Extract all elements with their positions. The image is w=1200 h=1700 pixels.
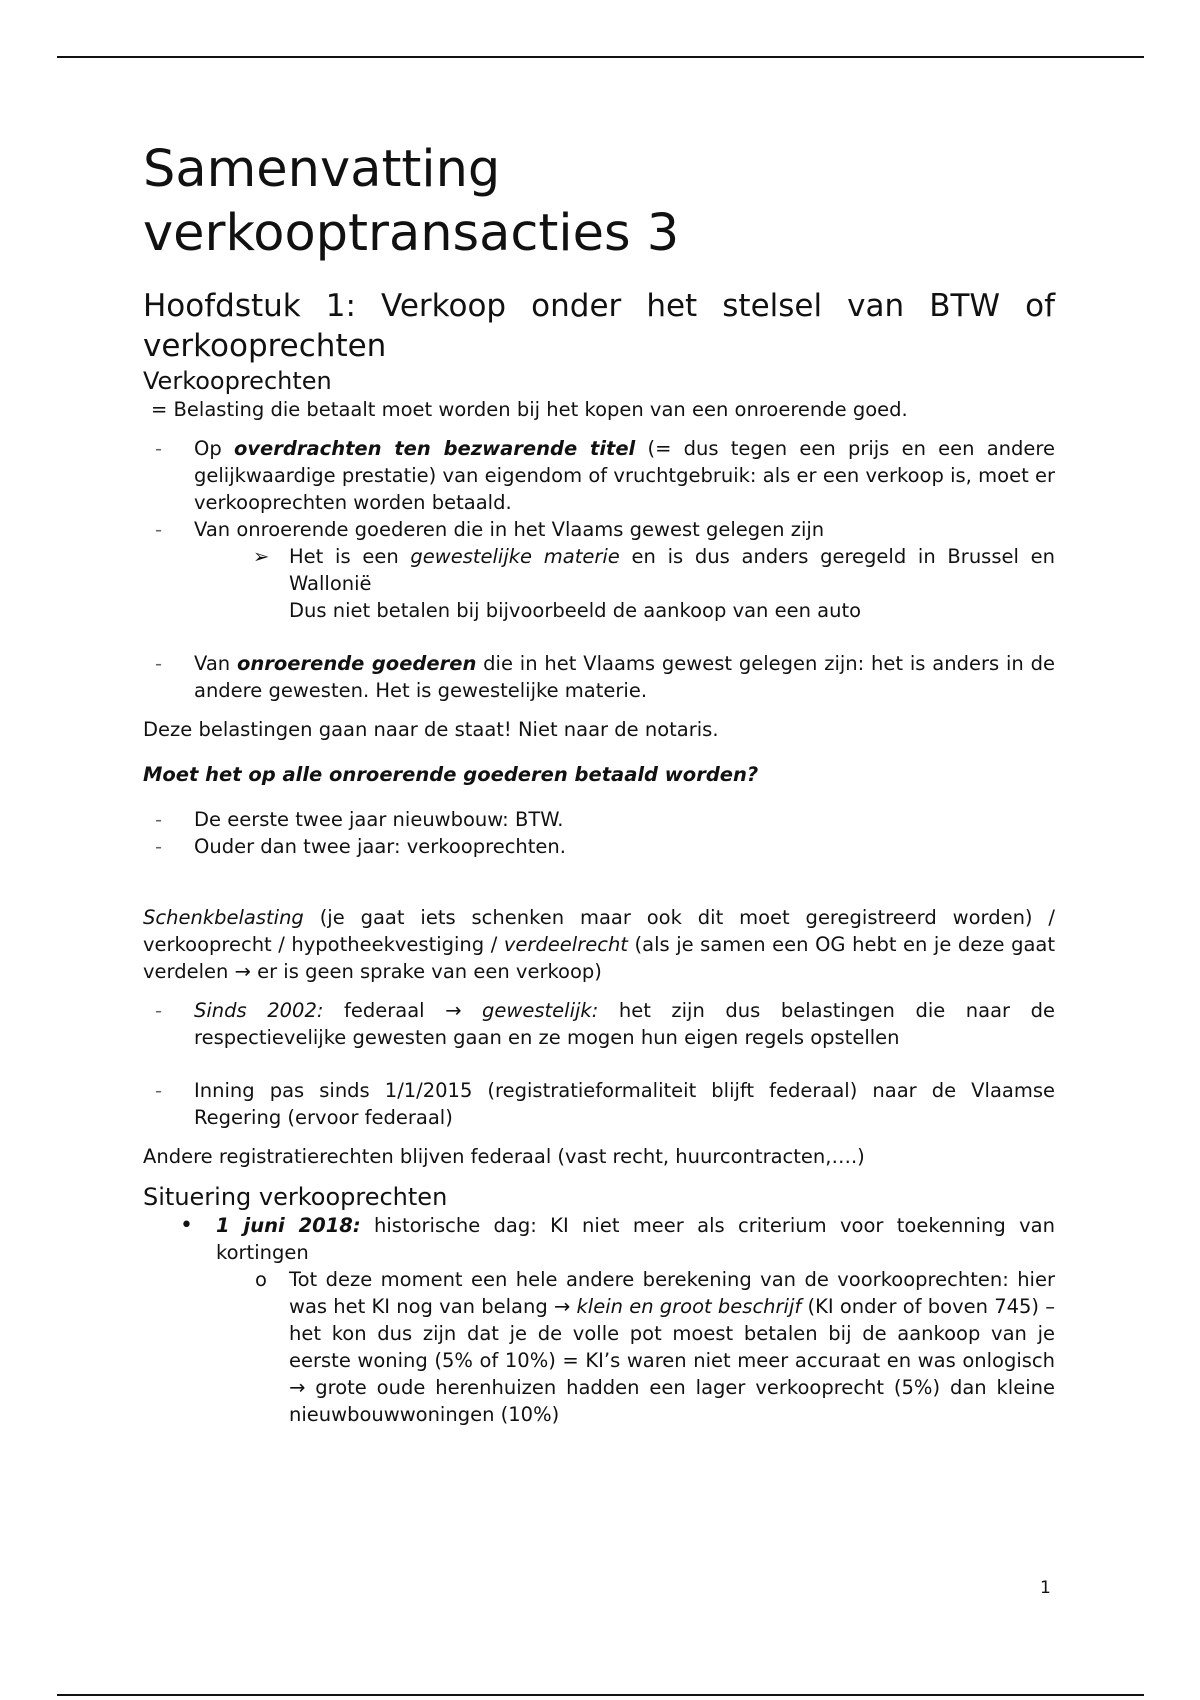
situering-list [143, 1212, 1055, 1266]
inning-list [143, 1077, 1055, 1131]
list-item: - Van onroerende goederen die in het Vlaams gewest gelegen zijn [143, 516, 1055, 543]
title-line-1: Samenvatting [143, 140, 501, 199]
schenk-paragraph: Schenkbelasting (je gaat iets schenken maar ook dit moet geregistreerd worden) / verkooprecht / hypotheekvestiging / verdeelrecht (als je samen een OG hebt en je deze gaat verdelen → er is geen sprake van een verkoop) [143, 906, 1055, 983]
list-item: • 1 juni 2018: historische dag: KI niet meer als criterium voor toekenning van kortingen [143, 1212, 1055, 1266]
list-item: - De eerste twee jaar nieuwbouw: BTW. [143, 806, 1055, 833]
list-item: - Inning pas sinds 1/1/2015 (registratieformaliteit blijft federaal) naar de Vlaamse Regering (ervoor federaal) [143, 1077, 1055, 1131]
list-item: - Van onroerende goederen die in het Vlaams gewest gelegen zijn: het is anders in de andere gewesten. Het is gewestelijke materie. [143, 650, 1055, 704]
andere-paragraph: Andere registratierechten blijven federaal (vast recht, huurcontracten,….) [143, 1145, 865, 1168]
answer-list [143, 806, 1055, 860]
sub-list-item: o Tot deze moment een hele andere berekening van de voorkooprechten: hier was het KI nog van belang → klein en groot beschrijf (KI onder of boven 745) – het kon dus zijn dat je de volle pot moest betalen bij de aankoop van je eerste woning (5% of 10%) = KI’s waren niet meer accuraat en was onlogisch → grote oude herenhuizen hadden een lager verkooprecht (5%) dan kleine nieuwbouwwoningen (10%) [143, 1266, 1055, 1428]
chapter-heading: Hoofdstuk 1: Verkoop onder het stelsel van BTW of verkooprechten [143, 288, 1055, 364]
title-line-2: verkooptransacties 3 [143, 204, 680, 263]
section-heading-situering: Situering verkooprechten [143, 1183, 448, 1211]
question-heading: Moet het op alle onroerende goederen betaald worden? [143, 763, 759, 786]
sinds-list [143, 997, 1055, 1051]
situering-sub-list [143, 1266, 1055, 1428]
section-heading-verkooprechten: Verkooprechten [143, 367, 332, 395]
verkooprechten-list [143, 435, 1055, 543]
document-title [143, 138, 1055, 266]
verkooprechten-list-2 [143, 650, 1055, 704]
sub-list-item: ➢ Het is een gewestelijke materie en is dus anders geregeld in Brussel en Wallonië Dus niet betalen bij bijvoorbeeld de aankoop van een auto [143, 543, 1055, 624]
list-item: - Op overdrachten ten bezwarende titel (= dus tegen een prijs en een andere gelijkwaardige prestatie) van eigendom of vruchtgebruik: als er een verkoop is, moet er verkooprechten worden betaald. [143, 435, 1055, 516]
note-state: Deze belastingen gaan naar de staat! Niet naar de notaris. [143, 718, 719, 741]
footer-rule [57, 1694, 1144, 1696]
page-number: 1 [1040, 1578, 1051, 1598]
header-rule [57, 56, 1144, 58]
sub-list [143, 543, 1055, 624]
definition-text: = Belasting die betaalt moet worden bij het kopen van een onroerende goed. [151, 398, 908, 421]
document-page [143, 138, 1055, 1428]
list-item: - Ouder dan twee jaar: verkooprechten. [143, 833, 1055, 860]
list-item: - Sinds 2002: federaal → gewestelijk: het zijn dus belastingen die naar de respectievelijke gewesten gaan en ze mogen hun eigen regels opstellen [143, 997, 1055, 1051]
